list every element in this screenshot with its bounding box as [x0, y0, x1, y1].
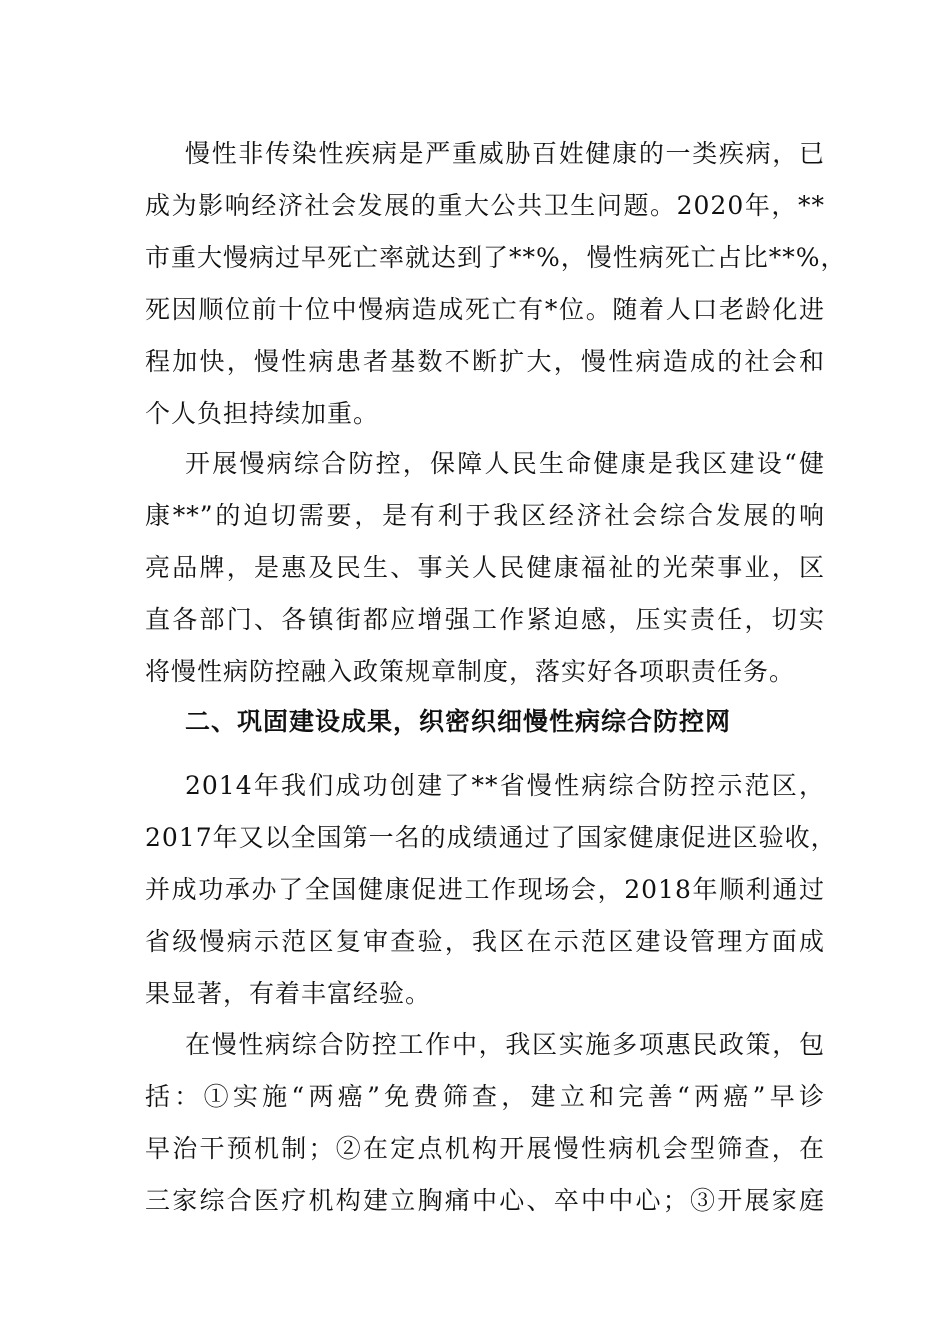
paragraph-line: 亮品牌，是惠及民生、事关人民健康福祉的光荣事业，区 — [145, 553, 825, 582]
paragraph-line: 康**”的迫切需要，是有利于我区经济社会综合发展的响 — [145, 501, 825, 530]
paragraph-2 — [145, 438, 825, 698]
section-heading: 二、巩固建设成果，织密织细慢性病综合防控网 — [185, 707, 732, 736]
paragraph-1 — [145, 128, 847, 440]
paragraph-line: 程加快，慢性病患者基数不断扩大，慢性病造成的社会和 — [145, 347, 825, 376]
paragraph-line: 死因顺位前十位中慢病造成死亡有*位。随着人口老龄化进 — [145, 295, 825, 324]
paragraph-3 — [145, 760, 837, 1020]
paragraph-line: 个人负担持续加重。 — [145, 399, 380, 428]
paragraph-line: 省级慢病示范区复审查验，我区在示范区建设管理方面成 — [145, 927, 825, 956]
paragraph-line: 并成功承办了全国健康促进工作现场会，2018年顺利通过 — [145, 875, 825, 904]
paragraph-line: 2017年又以全国第一名的成绩通过了国家健康促进区验收， — [145, 823, 837, 852]
paragraph-line: 括：①实施“两癌”免费筛查，建立和完善“两癌”早诊 — [145, 1082, 825, 1111]
paragraph-line: 开展慢病综合防控，保障人民生命健康是我区建设“健 — [185, 449, 825, 478]
paragraph-line: 果显著，有着丰富经验。 — [145, 979, 432, 1008]
paragraph-line: 市重大慢病过早死亡率就达到了**%，慢性病死亡占比**%， — [145, 243, 847, 272]
paragraph-line: 在慢性病综合防控工作中，我区实施多项惠民政策，包 — [185, 1030, 825, 1059]
paragraph-line: 将慢性病防控融入政策规章制度，落实好各项职责任务。 — [145, 657, 796, 686]
paragraph-line: 2014年我们成功创建了**省慢性病综合防控示范区， — [185, 771, 825, 800]
paragraph-line: 慢性非传染性疾病是严重威胁百姓健康的一类疾病，已 — [185, 139, 825, 168]
paragraph-line: 成为影响经济社会发展的重大公共卫生问题。2020年，** — [145, 191, 825, 220]
paragraph-line: 直各部门、各镇街都应增强工作紧迫感，压实责任，切实 — [145, 605, 825, 634]
paragraph-line: 三家综合医疗机构建立胸痛中心、卒中中心；③开展家庭 — [145, 1186, 825, 1215]
paragraph-4 — [145, 1019, 825, 1227]
paragraph-line: 早治干预机制；②在定点机构开展慢性病机会型筛查，在 — [145, 1134, 825, 1163]
